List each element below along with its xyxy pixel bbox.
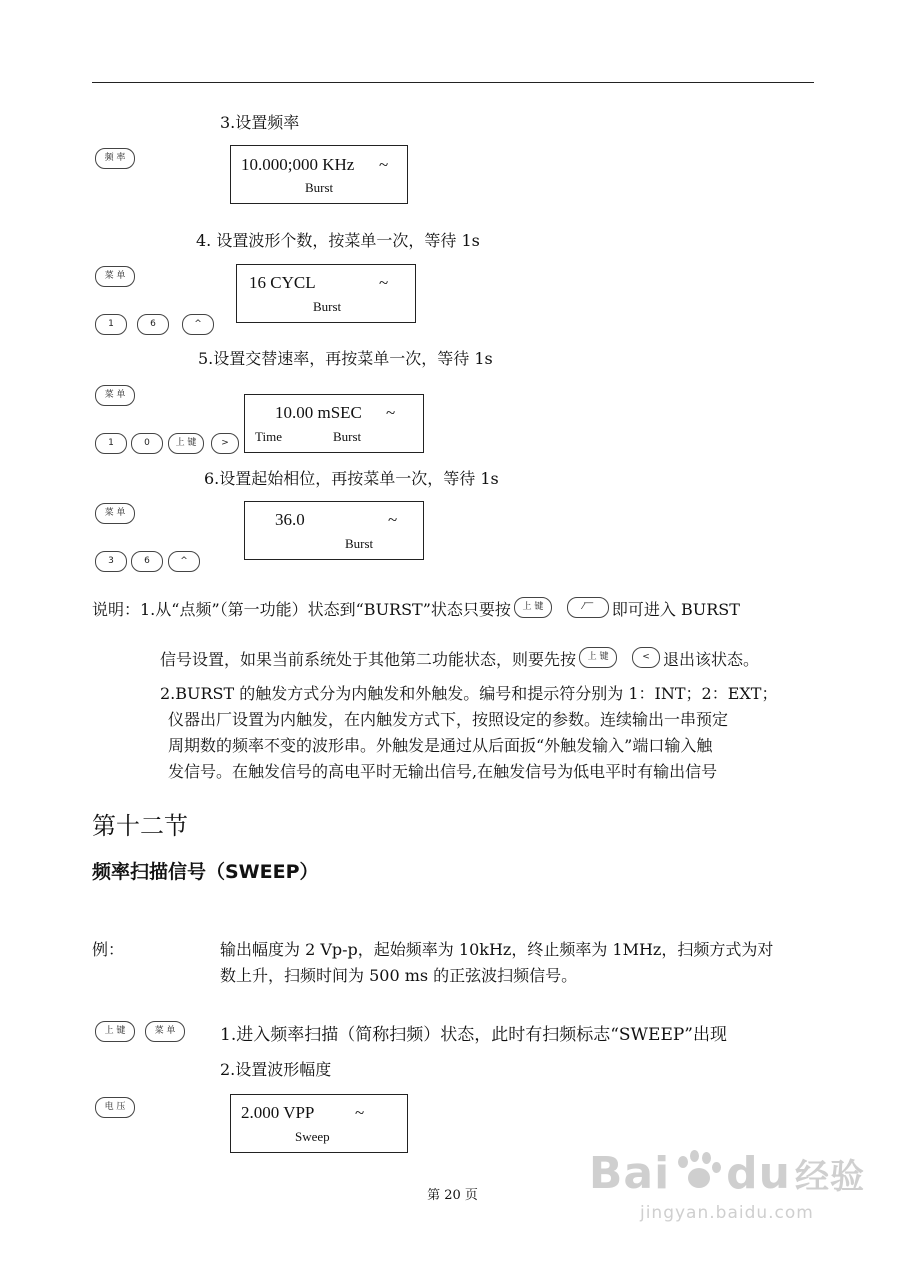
note-line-2: [160, 646, 759, 673]
note-line-3: 2.BURST 的触发方式分为内触发和外触发。编号和提示符分别为 1：INT；2：EXT；: [160, 684, 778, 703]
lcd-value: 16 CYCL: [249, 273, 316, 292]
lcd-value: 36.0: [275, 510, 305, 529]
lcd-display-rate: [244, 394, 424, 453]
watermark-logo-jingyan: 经验: [795, 1157, 865, 1197]
lcd-mode: Burst: [313, 299, 342, 314]
lcd-mode: Burst: [333, 429, 362, 444]
lcd-mode: Burst: [305, 180, 334, 195]
shift-key[interactable]: 上 键: [168, 433, 204, 454]
waveform-key[interactable]: ⁄‾‾: [567, 597, 609, 618]
digit-6-key[interactable]: 6: [131, 551, 163, 572]
note-text: 退出该状态。: [663, 650, 760, 669]
baidu-watermark: [589, 1148, 865, 1223]
lcd-tilde: ~: [379, 155, 389, 174]
digit-1-key[interactable]: 1: [95, 433, 127, 454]
menu-key[interactable]: 菜 单: [95, 503, 135, 524]
lcd-value: 10.000;000 KHz: [241, 155, 355, 174]
header-rule: [92, 82, 814, 83]
digit-1-key[interactable]: 1: [95, 314, 127, 335]
note-text: 即可进入 BURST: [611, 600, 740, 619]
frequency-key[interactable]: 频 率: [95, 148, 135, 169]
shift-key[interactable]: 上 键: [579, 647, 617, 668]
section-subheading: 频率扫描信号（SWEEP）: [92, 861, 319, 883]
shift-key[interactable]: 上 键: [514, 597, 552, 618]
lcd-tilde: ~: [355, 1103, 365, 1122]
lcd-tilde: ~: [379, 273, 389, 292]
menu-key[interactable]: 菜 单: [95, 266, 135, 287]
up-arrow-key[interactable]: ^: [182, 314, 214, 335]
note-text: 说明：1.从“点频”（第一功能）状态到“BURST”状态只要按: [92, 600, 511, 619]
lcd-display-amplitude: [230, 1094, 408, 1153]
lcd-mode: Sweep: [295, 1129, 330, 1144]
lcd-display-phase: [244, 501, 424, 560]
lcd-time-label: Time: [255, 429, 282, 444]
left-arrow-key[interactable]: <: [632, 647, 660, 668]
lcd-display-cycles: [236, 264, 416, 323]
paw-icon: [670, 1150, 726, 1194]
menu-key[interactable]: 菜 单: [145, 1021, 185, 1042]
digit-3-key[interactable]: 3: [95, 551, 127, 572]
note-text: 信号设置，如果当前系统处于其他第二功能状态，则要先按: [160, 650, 577, 669]
right-arrow-key[interactable]: >: [211, 433, 239, 454]
shift-key[interactable]: 上 键: [95, 1021, 135, 1042]
page-number: 第 20 页: [427, 1188, 478, 1203]
watermark-logo: [589, 1148, 865, 1203]
section-heading: 第十二节: [92, 812, 188, 840]
note-line-1: [92, 596, 740, 623]
lcd-value: 2.000 VPP: [241, 1103, 315, 1122]
watermark-url: jingyan.baidu.com: [639, 1203, 814, 1223]
watermark-logo-du: du: [726, 1148, 791, 1199]
digit-0-key[interactable]: 0: [131, 433, 163, 454]
watermark-logo-bai: Bai: [588, 1148, 671, 1199]
digit-6-key[interactable]: 6: [137, 314, 169, 335]
example-line-1: 输出幅度为 2 Vp-p，起始频率为 10kHz，终止频率为 1MHz，扫频方式为对: [220, 940, 774, 959]
step4-title: 4. 设置波形个数，按菜单一次，等待 1s: [196, 231, 480, 250]
step5-title: 5.设置交替速率，再按菜单一次，等待 1s: [198, 349, 493, 368]
sweep-step-2: 2.设置波形幅度: [220, 1060, 332, 1079]
lcd-tilde: ~: [386, 403, 396, 422]
lcd-tilde: ~: [388, 510, 398, 529]
note-line-6: 发信号。在触发信号的高电平时无输出信号,在触发信号为低电平时有输出信号: [168, 762, 718, 781]
lcd-display-frequency: [230, 145, 408, 204]
example-label: 例：: [92, 940, 125, 959]
example-line-2: 数上升，扫频时间为 500 ms 的正弦波扫频信号。: [220, 966, 578, 985]
voltage-key[interactable]: 电 压: [95, 1097, 135, 1118]
menu-key[interactable]: 菜 单: [95, 385, 135, 406]
up-arrow-key[interactable]: ^: [168, 551, 200, 572]
sweep-step-1: 1.进入频率扫描（简称扫频）状态，此时有扫频标志“SWEEP”出现: [220, 1025, 727, 1045]
lcd-mode: Burst: [345, 536, 374, 551]
note-line-4: 仪器出厂设置为内触发，在内触发方式下，按照设定的参数。连续输出一串预定: [168, 710, 729, 729]
step6-title: 6.设置起始相位，再按菜单一次，等待 1s: [204, 469, 499, 488]
lcd-value: 10.00 mSEC: [275, 403, 362, 422]
note-line-5: 周期数的频率不变的波形串。外触发是通过从后面扳“外触发输入”端口输入触: [168, 736, 713, 755]
step3-title: 3.设置频率: [220, 113, 300, 132]
